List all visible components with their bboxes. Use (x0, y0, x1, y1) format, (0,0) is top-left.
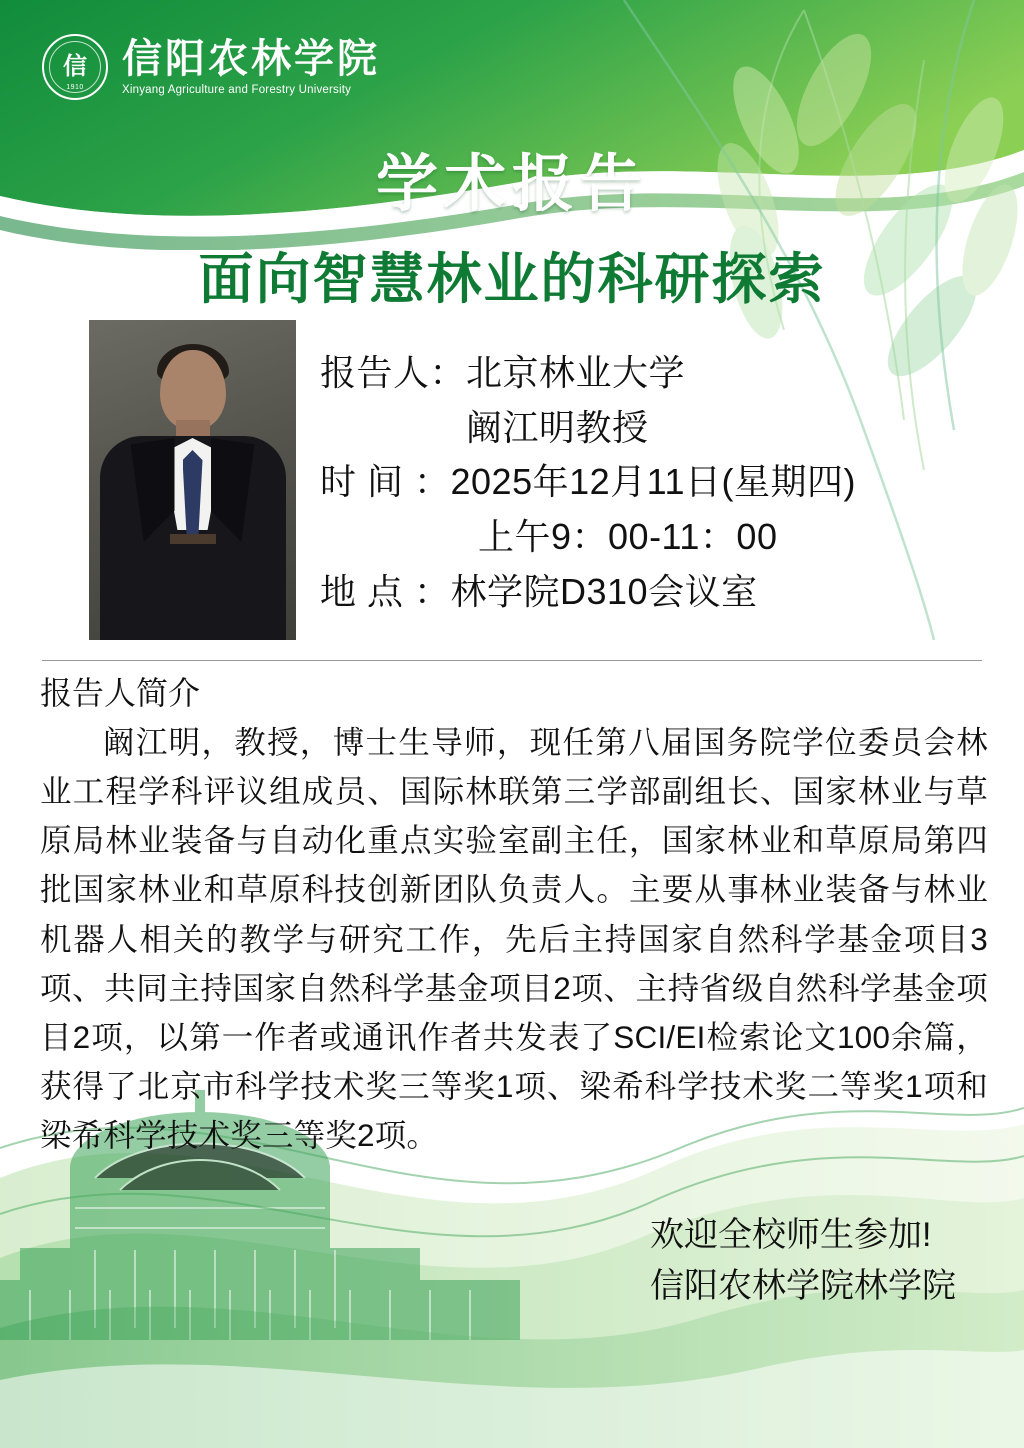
event-time: 时 间 ：2025年12月11日(星期四) (320, 461, 856, 503)
logo-text (122, 38, 380, 95)
speaker-name: 阚江明教授 (466, 406, 649, 448)
photo-belt (170, 534, 216, 544)
logo-seal-icon (42, 34, 108, 100)
logo-seal-year: 1910 (66, 84, 84, 91)
poster-subtitle: 面向智慧林业的科研探索 (198, 248, 826, 310)
logo-name-en: Xinyang Agriculture and Forestry University (122, 83, 352, 96)
event-place: 地 点 ：林学院D310会议室 (320, 570, 758, 612)
photo-head (160, 350, 226, 430)
speaker-label: 报告人：北京林业大学 (320, 352, 686, 393)
logo-seal-char: 信 (63, 53, 87, 80)
footer-organizer: 信阳农林学院林学院 (650, 1267, 956, 1305)
section-divider (42, 660, 982, 661)
speaker-photo (89, 320, 296, 640)
event-info (320, 346, 856, 620)
footer-welcome: 欢迎全校师生参加! (650, 1216, 932, 1254)
footer-block (650, 1210, 956, 1312)
university-logo (42, 34, 380, 100)
logo-name-cn: 信阳农林学院 (122, 37, 380, 82)
bio-heading: 报告人简介 (40, 675, 201, 711)
event-time-detail: 上午9：00-11：00 (478, 516, 778, 558)
bio-text: 阚江明，教授，博士生导师，现任第八届国务院学位委员会林业工程学科评议组成员、国际林联第三学部副组长、国家林业与草原局林业装备与自动化重点实验室副主任，国家林业和草原局第四批国家林业和草原科技创新团队负责人。主要从事林业装备与林业机器人相关的教学与研究工作，先后主持国家自然科学基金项目3项、共同主持国家自然科学基金项目2项、主持省级自然科学基金项目2项，以第一作者或通讯作者共发表了SCI/EI检索论文100余篇，获得了北京市科学技术奖三等奖1项、梁希科学技术奖二等奖1项和梁希科学技术奖三等奖2项。 (40, 724, 988, 1153)
poster-title: 学术报告 (375, 150, 648, 219)
